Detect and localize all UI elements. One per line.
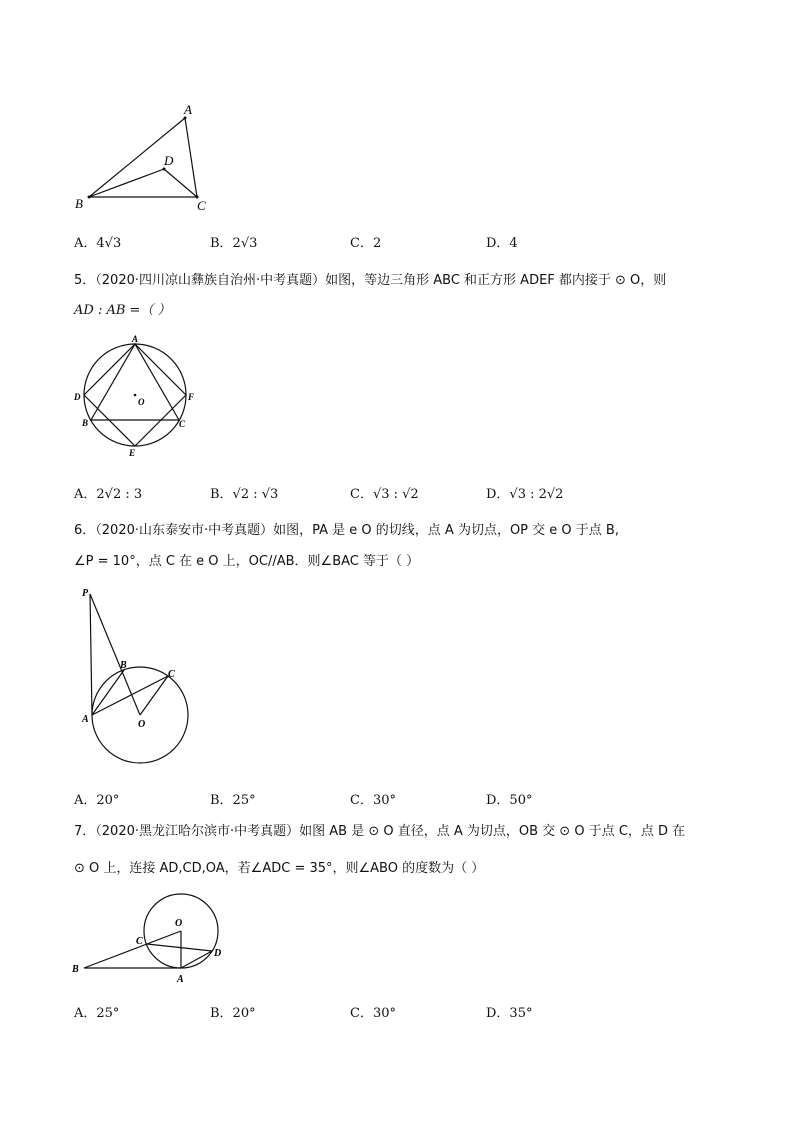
q5-label-a: A: [132, 334, 139, 344]
q6-line-po: [90, 594, 140, 715]
q7-stem-line1: 7．（2020·黑龙江哈尔滨市·中考真题）如图 AB 是 ⊙ O 直径，点 A 为切点，OB 交 ⊙ O 于点 C，点 D 在: [74, 824, 686, 839]
q4-label-b: B: [75, 196, 83, 211]
q4-label-c: C: [197, 198, 206, 213]
q5-triangle-abc: [91, 344, 179, 420]
q6-stem-line2: ∠P = 10°，点 C 在 e O 上，OC//AB．则∠BAC 等于（ ）: [74, 554, 420, 569]
q7-line-ad: [181, 951, 212, 968]
q7-option-b: B．20°: [210, 1006, 256, 1021]
q5-label-b: B: [82, 418, 89, 428]
q4-line-dc: [164, 169, 197, 197]
q4-option-a: A．4√3: [74, 236, 122, 251]
q7-line-cd: [147, 944, 212, 951]
q5-label-o: O: [138, 397, 145, 407]
q7-figure: [68, 890, 228, 990]
q6-figure: [72, 582, 202, 772]
q5-option-b: B．√2 : √3: [210, 487, 279, 502]
q7-option-c: C．30°: [350, 1006, 396, 1021]
q5-option-d: D．√3 : 2√2: [486, 487, 564, 502]
q6-option-a: A．20°: [74, 793, 120, 808]
q5-option-c: C．√3 : √2: [350, 487, 419, 502]
q4-label-d: D: [164, 153, 174, 168]
q7-option-a: A．25°: [74, 1006, 120, 1021]
q5-label-d: D: [74, 392, 81, 402]
q5-label-f: F: [188, 392, 195, 402]
q6-label-p: P: [82, 588, 89, 599]
q4-option-d: D．4: [486, 236, 518, 251]
q4-option-b: B．2√3: [210, 236, 258, 251]
q5-stem-line1: 5．（2020·四川凉山彝族自治州·中考真题）如图，等边三角形 ABC 和正方形 ADEF 都内接于 ⊙ O，则: [74, 273, 667, 288]
q6-line-ab: [92, 670, 124, 715]
q4-figure: [70, 100, 220, 215]
q6-line-pa: [90, 594, 92, 715]
q6-label-o: O: [138, 719, 146, 730]
q6-label-b: B: [120, 660, 127, 671]
q6-option-b: B．25°: [210, 793, 256, 808]
q7-stem-line2: ⊙ O 上，连接 AD,CD,OA，若∠ADC = 35°，则∠ABO 的度数为（ ）: [74, 861, 485, 876]
q4-line-bd: [89, 169, 164, 197]
q5-label-c: C: [179, 419, 186, 429]
q4-option-c: C．2: [350, 236, 382, 251]
q4-line-ac: [185, 118, 197, 197]
q6-label-c: C: [168, 669, 175, 680]
q7-line-bo: [84, 931, 181, 968]
q5-figure: [70, 330, 200, 460]
q5-label-e: E: [129, 448, 136, 458]
q6-line-ac: [92, 676, 168, 715]
q5-stem-line2: AD : AB =（ ）: [74, 303, 171, 318]
q6-label-a: A: [82, 714, 89, 725]
q7-label-b: B: [72, 964, 79, 975]
q4-label-a: A: [184, 102, 192, 117]
q6-stem-line1: 6．（2020·山东泰安市·中考真题）如图，PA 是 e O 的切线，点 A 为切点，OP 交 e O 于点 B,: [74, 523, 619, 538]
q7-option-d: D．35°: [486, 1006, 533, 1021]
q6-line-oc: [140, 676, 168, 715]
q7-label-o: O: [175, 918, 183, 929]
q6-option-d: D．50°: [486, 793, 533, 808]
q5-option-a: A．2√2 : 3: [74, 487, 143, 502]
q7-label-a: A: [177, 974, 184, 985]
q6-option-c: C．30°: [350, 793, 396, 808]
q7-label-c: C: [136, 936, 143, 947]
q7-label-d: D: [214, 948, 222, 959]
